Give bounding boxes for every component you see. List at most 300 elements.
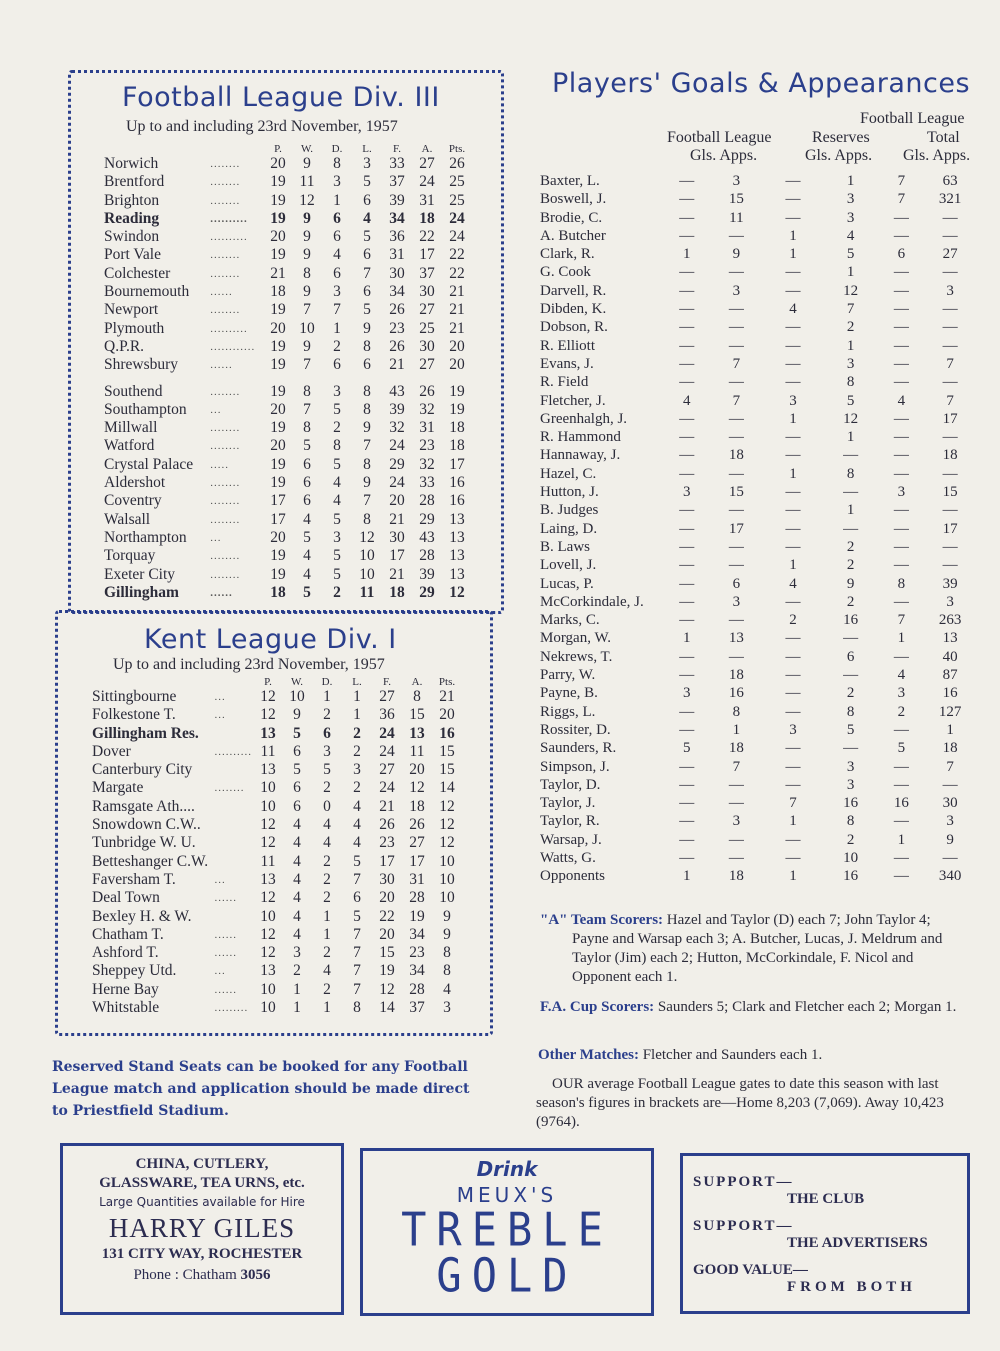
stat-cell: 8: [353, 999, 361, 1017]
player-stat: 18: [728, 868, 744, 885]
leader-dots: .........: [214, 1002, 249, 1015]
player-stat: 4: [897, 667, 906, 684]
stat-cell: 7: [303, 301, 311, 319]
header-spacer: [104, 143, 264, 155]
stat-cell: 3: [333, 173, 341, 191]
leader-dots: ...: [214, 873, 226, 886]
stat-cell: 26: [389, 337, 405, 355]
player-stat: —: [785, 593, 801, 610]
stat-cell: 3: [353, 761, 361, 779]
player-stat: 13: [942, 630, 958, 647]
stat-cell: 9: [303, 246, 311, 264]
player-stat: 3: [732, 593, 741, 610]
stat-cell: 18: [270, 283, 286, 301]
player-stat: 16: [942, 685, 958, 702]
player-stat: 7: [789, 795, 797, 812]
stat-cell: 10: [299, 319, 315, 337]
player-name: McCorkindale, J.: [540, 593, 644, 610]
player-stat: 18: [942, 740, 958, 757]
res-gls: Gls.: [805, 147, 832, 164]
stat-cell: 13: [409, 724, 425, 742]
player-stat: 2: [846, 319, 855, 336]
player-stat: —: [785, 776, 801, 793]
player-stat: 7: [897, 612, 906, 629]
player-stat: —: [893, 264, 909, 281]
player-stat: 30: [942, 795, 958, 812]
table-row: [104, 246, 472, 264]
player-stat: —: [785, 209, 801, 226]
stat-cell: 11: [260, 852, 276, 870]
stat-cell: 28: [409, 980, 425, 998]
meux-ad: [360, 1148, 654, 1316]
stat-cell: 20: [449, 356, 465, 374]
header-spacer: [92, 676, 254, 688]
col-header: L.: [362, 143, 372, 155]
player-stat: —: [679, 191, 695, 208]
stat-cell: 12: [439, 834, 455, 852]
team-name: Sheppey Utd.: [92, 962, 177, 980]
stat-cell: 19: [270, 191, 286, 209]
player-name: Marks, C.: [540, 612, 600, 629]
player-stat: 1: [789, 813, 797, 830]
player-stat: 127: [938, 703, 962, 720]
stat-cell: 27: [419, 301, 435, 319]
fa-cup-label: F.A. Cup Scorers:: [540, 999, 655, 1015]
team-name: Bournemouth: [104, 283, 190, 301]
player-stat: 1: [846, 337, 855, 354]
stat-cell: 19: [270, 455, 286, 473]
team-name: Margate: [92, 779, 144, 797]
player-stat: 8: [846, 465, 855, 482]
stat-cell: 32: [389, 419, 405, 437]
player-stat: 7: [732, 355, 741, 372]
leader-dots: ........: [210, 495, 241, 508]
team-name: Watford: [104, 437, 155, 455]
player-stat: —: [942, 849, 958, 866]
ad1-phone-label: Phone : Chatham: [133, 1267, 241, 1283]
player-stat: —: [679, 173, 695, 189]
player-stat: —: [679, 557, 695, 574]
player-stat: —: [785, 337, 801, 354]
stat-cell: 31: [419, 419, 435, 437]
ad1-name: HARRY GILES: [108, 1213, 296, 1243]
stat-cell: 8: [443, 944, 451, 962]
player-stat: 4: [682, 392, 691, 409]
support-ad: [680, 1153, 970, 1314]
leader-dots: ........: [210, 267, 241, 280]
table-row: [104, 419, 472, 437]
player-stat: —: [679, 593, 695, 610]
stat-cell: 30: [379, 870, 395, 888]
player-stat: 1: [846, 502, 855, 519]
leader-dots: ........: [214, 782, 245, 795]
table-row: [92, 834, 462, 852]
player-stat: —: [942, 209, 958, 226]
total-subheaders: [903, 147, 970, 165]
stat-cell: 8: [443, 962, 451, 980]
table-row: [104, 511, 472, 529]
player-stat: 3: [846, 355, 855, 372]
stat-cell: 12: [260, 688, 276, 705]
col-header: Pts.: [448, 143, 466, 155]
player-name: Fletcher, J.: [540, 392, 606, 409]
table-row: [104, 401, 472, 419]
stat-cell: 10: [439, 852, 455, 870]
player-stat: —: [942, 429, 958, 446]
stat-cell: 4: [323, 962, 331, 980]
stat-cell: 10: [260, 999, 276, 1017]
col-header: A.: [421, 143, 433, 155]
player-stat: —: [843, 447, 859, 464]
player-stat: —: [942, 319, 958, 336]
col-header: P.: [274, 143, 282, 155]
stat-cell: 23: [409, 944, 425, 962]
leader-dots: ........: [210, 158, 241, 170]
player-name: Saunders, R.: [540, 740, 617, 757]
player-stat: 9: [846, 575, 855, 592]
player-stat: —: [679, 721, 695, 738]
table-row: [92, 743, 462, 761]
stat-cell: 9: [363, 474, 371, 492]
stat-cell: 4: [333, 474, 341, 492]
stat-cell: 8: [333, 437, 341, 455]
other-text: Fletcher and Saunders each 1.: [638, 1047, 823, 1063]
stat-cell: 2: [353, 779, 361, 797]
stat-cell: 4: [293, 907, 301, 925]
player-stat: 2: [897, 703, 906, 720]
leader-dots: ..........: [214, 745, 252, 758]
player-stat: 7: [946, 392, 954, 409]
player-name: Warsap, J.: [540, 831, 602, 848]
stat-cell: 19: [270, 474, 286, 492]
player-name: Baxter, L.: [540, 173, 600, 189]
stat-cell: 5: [333, 400, 341, 418]
stat-cell: 4: [363, 209, 371, 227]
player-stat: —: [893, 301, 909, 318]
player-stat: 11: [729, 209, 744, 226]
player-stat: —: [893, 410, 909, 427]
player-stat: —: [785, 319, 801, 336]
player-stat: 2: [846, 538, 855, 555]
player-stat: 263: [938, 612, 962, 629]
stat-cell: 3: [363, 155, 371, 172]
stat-cell: 2: [333, 583, 341, 601]
stat-cell: 10: [260, 797, 276, 815]
player-stat: 4: [897, 392, 906, 409]
player-stat: 7: [732, 392, 741, 409]
stat-cell: 8: [363, 400, 371, 418]
stat-cell: 3: [443, 999, 451, 1017]
stat-cell: 5: [363, 173, 371, 191]
player-stat: 7: [946, 758, 954, 775]
stat-cell: 23: [389, 319, 405, 337]
player-stat: 6: [732, 575, 741, 592]
leader-dots: ........: [210, 194, 241, 207]
team-name: Plymouth: [104, 319, 165, 337]
stat-cell: 5: [303, 583, 311, 601]
a-team-label: "A" Team Scorers:: [540, 912, 664, 928]
col-header: D.: [321, 676, 333, 688]
stat-cell: 6: [293, 742, 301, 760]
stat-cell: 18: [409, 797, 425, 815]
player-stat: 12: [843, 282, 859, 299]
stat-cell: 33: [389, 155, 405, 172]
player-stat: 8: [897, 575, 906, 592]
leader-dots: [214, 798, 254, 816]
player-row: [540, 300, 970, 318]
player-name: Simpson, J.: [540, 758, 610, 775]
stat-cell: 21: [270, 264, 286, 282]
player-stat: 8: [732, 703, 741, 720]
stat-cell: 22: [379, 907, 395, 925]
kent-subtitle: Up to and including 23rd November, 1957: [113, 656, 385, 673]
stat-cell: 4: [353, 797, 361, 815]
stat-cell: 6: [293, 779, 301, 797]
stat-cell: 24: [379, 779, 395, 797]
stat-cell: 7: [363, 492, 371, 510]
team-name: Faversham T.: [92, 870, 176, 888]
table-row: [92, 944, 462, 962]
player-stat: —: [679, 667, 695, 684]
stat-cell: 2: [333, 419, 341, 437]
other-label: Other Matches:: [538, 1047, 639, 1063]
player-stat: 18: [728, 447, 744, 464]
leader-dots: [214, 853, 254, 871]
stat-cell: 12: [260, 816, 276, 834]
stat-cell: 13: [260, 962, 276, 980]
stat-cell: 31: [419, 191, 435, 209]
stat-cell: 4: [293, 925, 301, 943]
stat-cell: 5: [333, 565, 341, 583]
player-stat: —: [679, 429, 695, 446]
table-row: [104, 301, 472, 319]
stat-cell: 1: [293, 980, 301, 998]
stat-cell: 10: [359, 547, 375, 565]
player-stat: —: [785, 648, 801, 665]
stat-cell: 27: [419, 155, 435, 172]
player-row: [540, 666, 970, 684]
stat-cell: 5: [333, 547, 341, 565]
stat-cell: 13: [449, 528, 465, 546]
stat-cell: 6: [363, 356, 371, 374]
stat-cell: 4: [303, 547, 311, 565]
table-row: [92, 706, 462, 724]
player-stat: 3: [682, 484, 691, 501]
team-name: Swindon: [104, 228, 160, 246]
player-stat: 1: [682, 246, 691, 263]
harry-giles-ad: [60, 1143, 344, 1315]
player-stat: —: [728, 502, 744, 519]
stat-cell: 27: [419, 356, 435, 374]
leader-dots: [214, 725, 254, 743]
stat-cell: 26: [449, 155, 465, 172]
stat-cell: 6: [303, 474, 311, 492]
player-row: [540, 593, 970, 611]
ad2-gold: GOLD: [436, 1248, 578, 1303]
player-stat: —: [728, 337, 744, 354]
player-stat: 7: [897, 173, 906, 189]
player-stat: —: [843, 520, 859, 537]
team-name: Newport: [104, 301, 159, 319]
player-stat: —: [893, 520, 909, 537]
col-total-top: Football League: [860, 110, 965, 127]
stat-cell: 4: [333, 246, 341, 264]
player-name: Hutton, J.: [540, 484, 599, 501]
leader-dots: [214, 761, 254, 779]
player-row: [540, 501, 970, 519]
team-name: Norwich: [104, 155, 159, 172]
table-row: [92, 889, 462, 907]
col-header: Pts.: [438, 676, 456, 688]
player-row: [540, 410, 970, 428]
stat-cell: 8: [363, 510, 371, 528]
player-stat: 2: [846, 685, 855, 702]
stat-cell: 31: [409, 870, 425, 888]
stat-cell: 19: [449, 382, 465, 400]
stat-cell: 36: [379, 706, 395, 724]
stat-cell: 13: [449, 547, 465, 565]
fl-gls: Gls.: [690, 147, 717, 164]
player-row: [540, 538, 970, 556]
team-name: Aldershot: [104, 474, 166, 492]
player-stat: —: [843, 740, 859, 757]
stat-cell: 4: [353, 816, 361, 834]
player-stat: —: [942, 227, 958, 244]
player-name: B. Laws: [540, 538, 590, 555]
fa-cup-text: Saunders 5; Clark and Fletcher each 2; Morgan 1.: [654, 999, 957, 1015]
player-stat: 16: [843, 612, 859, 629]
team-name: Walsall: [104, 510, 151, 528]
player-stat: —: [893, 868, 909, 885]
stat-cell: 31: [389, 246, 405, 264]
player-stat: —: [942, 502, 958, 519]
table-row: [92, 816, 462, 834]
leader-dots: ..........: [210, 212, 248, 225]
stat-cell: 27: [409, 834, 425, 852]
stat-cell: 34: [389, 209, 405, 227]
player-stat: 1: [946, 721, 954, 738]
player-name: Hazel, C.: [540, 465, 597, 482]
team-name: Chatham T.: [92, 925, 164, 943]
stat-cell: 24: [379, 724, 395, 742]
stat-cell: 30: [389, 264, 405, 282]
stat-cell: 17: [379, 852, 395, 870]
player-stat: 1: [732, 721, 741, 738]
player-stat: 1: [897, 831, 906, 848]
ad2-treble: TREBLE: [401, 1202, 613, 1257]
stat-cell: 24: [379, 742, 395, 760]
stat-cell: 29: [419, 583, 435, 601]
player-stat: 13: [728, 630, 744, 647]
stat-cell: 12: [449, 583, 465, 601]
ad3-line2: THE CLUB: [787, 1191, 865, 1207]
player-row: [540, 392, 970, 410]
team-name: Whitstable: [92, 999, 160, 1017]
stat-cell: 1: [333, 191, 341, 209]
player-stat: 39: [942, 575, 958, 592]
stat-cell: 2: [323, 870, 331, 888]
player-stat: —: [785, 740, 801, 757]
stat-cell: 20: [379, 889, 395, 907]
stat-cell: 9: [293, 706, 301, 724]
player-row: [540, 465, 970, 483]
stat-cell: 21: [439, 688, 455, 705]
stat-cell: 1: [353, 688, 361, 705]
player-row: [540, 520, 970, 538]
player-row: [540, 758, 970, 776]
player-stat: 12: [843, 410, 859, 427]
player-stat: —: [728, 301, 744, 318]
player-row: [540, 849, 970, 867]
stat-cell: 4: [293, 889, 301, 907]
stat-cell: 20: [270, 319, 286, 337]
ad1-line2: GLASSWARE, TEA URNS, etc.: [99, 1175, 305, 1191]
stat-cell: 28: [419, 547, 435, 565]
player-stat: —: [679, 465, 695, 482]
stat-cell: 4: [293, 816, 301, 834]
team-name: Herne Bay: [92, 980, 159, 998]
ad3-line6: FROM BOTH: [787, 1279, 916, 1295]
ad1-phone-number: 3056: [240, 1267, 271, 1283]
player-stat: 16: [843, 868, 859, 885]
stat-cell: 11: [299, 173, 315, 191]
stat-cell: 13: [260, 724, 276, 742]
total-gls: Gls.: [903, 147, 930, 164]
stat-cell: 18: [389, 583, 405, 601]
stat-cell: 1: [323, 999, 331, 1017]
player-stat: 3: [789, 721, 797, 738]
stat-cell: 32: [419, 400, 435, 418]
player-stat: —: [728, 538, 744, 555]
stat-cell: 12: [379, 980, 395, 998]
player-name: Riggs, L.: [540, 703, 596, 720]
table-row: [92, 871, 462, 889]
stat-cell: 24: [389, 474, 405, 492]
player-stat: 3: [897, 484, 906, 501]
leader-dots: ........: [210, 477, 241, 490]
player-stat: —: [893, 209, 909, 226]
player-stat: 27: [942, 246, 958, 263]
table-row: [104, 192, 472, 210]
player-stat: —: [785, 173, 801, 189]
total-apps: Apps.: [932, 147, 971, 164]
player-stat: —: [785, 758, 801, 775]
player-stat: 1: [846, 173, 855, 189]
player-stat: —: [679, 849, 695, 866]
leader-dots: ......: [210, 286, 233, 299]
player-stat: —: [728, 648, 744, 665]
player-name: Greenhalgh, J.: [540, 410, 628, 427]
stat-cell: 2: [353, 742, 361, 760]
stat-cell: 10: [439, 889, 455, 907]
stat-cell: 1: [353, 706, 361, 724]
ad3-line5: GOOD VALUE—: [693, 1262, 808, 1278]
player-stat: —: [893, 538, 909, 555]
stat-cell: 3: [333, 283, 341, 301]
player-stat: —: [785, 667, 801, 684]
leader-dots: ...: [210, 403, 222, 416]
stat-cell: 4: [293, 870, 301, 888]
team-name: Betteshanger C.W.: [92, 852, 209, 870]
table-row: [104, 173, 472, 191]
player-stat: 4: [789, 301, 797, 318]
team-name: Gillingham Res.: [92, 724, 199, 742]
player-row: [540, 794, 970, 812]
players-title: Players' Goals & Appearances: [552, 68, 971, 99]
stat-cell: 18: [449, 437, 465, 455]
player-stat: 5: [897, 740, 906, 757]
player-stat: 7: [897, 191, 906, 208]
